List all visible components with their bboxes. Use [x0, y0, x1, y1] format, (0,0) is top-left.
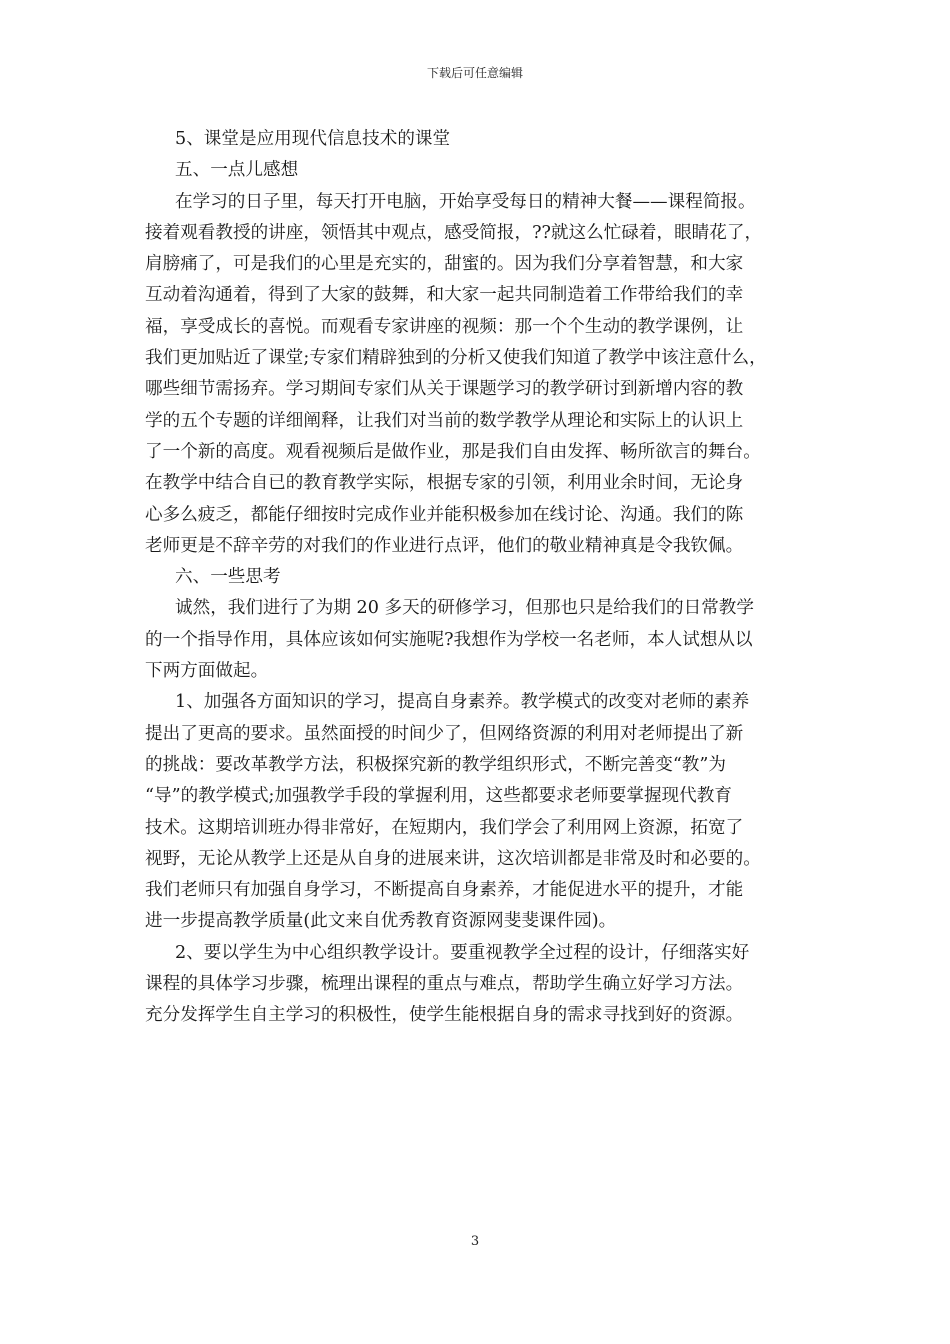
paragraph-line: 下两方面做起。 — [145, 661, 269, 682]
paragraph-line: 诚然，我们进行了为期 20 多天的研修学习，但那也只是给我们的日常教学 — [175, 598, 754, 619]
paragraph-line: 课程的具体学习步骤，梳理出课程的重点与难点，帮助学生确立好学习方法。 — [145, 974, 744, 995]
page-number: 3 — [470, 1234, 480, 1249]
paragraph-line: 了一个新的高度。观看视频后是做作业，那是我们自由发挥、畅所欲言的舞台。 — [145, 441, 761, 462]
paragraph-line: 在学习的日子里，每天打开电脑，开始享受每日的精神大餐——课程简报。 — [175, 191, 756, 212]
paragraph-line: 2、要以学生为中心组织教学设计。要重视教学全过程的设计，仔细落实好 — [175, 942, 750, 963]
paragraph-line: 的一个指导作用，具体应该如何实施呢?我想作为学校一名老师，本人试想从以 — [145, 629, 753, 650]
subheading-line: 5、课堂是应用现代信息技术的课堂 — [175, 129, 451, 149]
paragraph-line: 在教学中结合自已的教育教学实际，根据专家的引领，利用业余时间，无论身 — [145, 473, 744, 494]
paragraph-line: 肩膀痛了，可是我们的心里是充实的，甜蜜的。因为我们分享着智慧，和大家 — [145, 254, 744, 275]
paragraph-line: 我们更加贴近了课堂;专家们精辟独到的分析又使我们知道了教学中该注意什么， — [145, 348, 767, 369]
page-header: 下载后可任意编辑 — [426, 66, 523, 80]
paragraph-line: “导”的教学模式;加强教学手段的掌握利用，这些都要求老师要掌握现代教育 — [145, 786, 732, 807]
paragraph-line: 提出了更高的要求。虽然面授的时间少了，但网络资源的利用对老师提出了新 — [145, 723, 744, 744]
paragraph-line: 进一步提高教学质量(此文来自优秀教育资源网斐斐课件园)。 — [145, 911, 617, 932]
section-heading: 五、一点儿感想 — [175, 160, 299, 181]
section-heading: 六、一些思考 — [175, 567, 281, 588]
paragraph-line: 1、加强各方面知识的学习，提高自身素养。教学模式的改变对老师的素养 — [175, 692, 750, 713]
paragraph-line: 哪些细节需扬弃。学习期间专家们从关于课题学习的教学研讨到新增内容的教 — [145, 379, 744, 400]
paragraph-line: 接着观看教授的讲座，领悟其中观点，感受简报，??就这么忙碌着，眼睛花了， — [145, 222, 763, 243]
paragraph-line: 的挑战：要改革教学方法，积极探究新的教学组织形式，不断完善变“教”为 — [145, 754, 726, 775]
paragraph-line: 充分发挥学生自主学习的积极性，使学生能根据自身的需求寻找到好的资源。 — [145, 1005, 744, 1026]
paragraph-line: 学的五个专题的详细阐释，让我们对当前的数学教学从理论和实际上的认识上 — [145, 410, 744, 431]
document-body — [145, 124, 810, 1032]
paragraph-line: 我们老师只有加强自身学习，不断提高自身素养，才能促进水平的提升，才能 — [145, 880, 744, 901]
paragraph-line: 互动着沟通着，得到了大家的鼓舞，和大家一起共同制造着工作带给我们的幸 — [145, 285, 744, 306]
paragraph-line: 心多么疲乏，都能仔细按时完成作业并能积极参加在线讨论、沟通。我们的陈 — [145, 504, 744, 525]
paragraph-line: 技术。这期培训班办得非常好，在短期内，我们学会了利用网上资源，拓宽了 — [145, 817, 744, 838]
paragraph-line: 视野，无论从教学上还是从自身的进展来讲，这次培训都是非常及时和必要的。 — [145, 848, 761, 869]
paragraph-line: 老师更是不辞辛劳的对我们的作业进行点评，他们的敬业精神真是令我钦佩。 — [145, 535, 744, 556]
paragraph-line: 福，享受成长的喜悦。而观看专家讲座的视频：那一个个生动的教学课例，让 — [145, 316, 744, 337]
